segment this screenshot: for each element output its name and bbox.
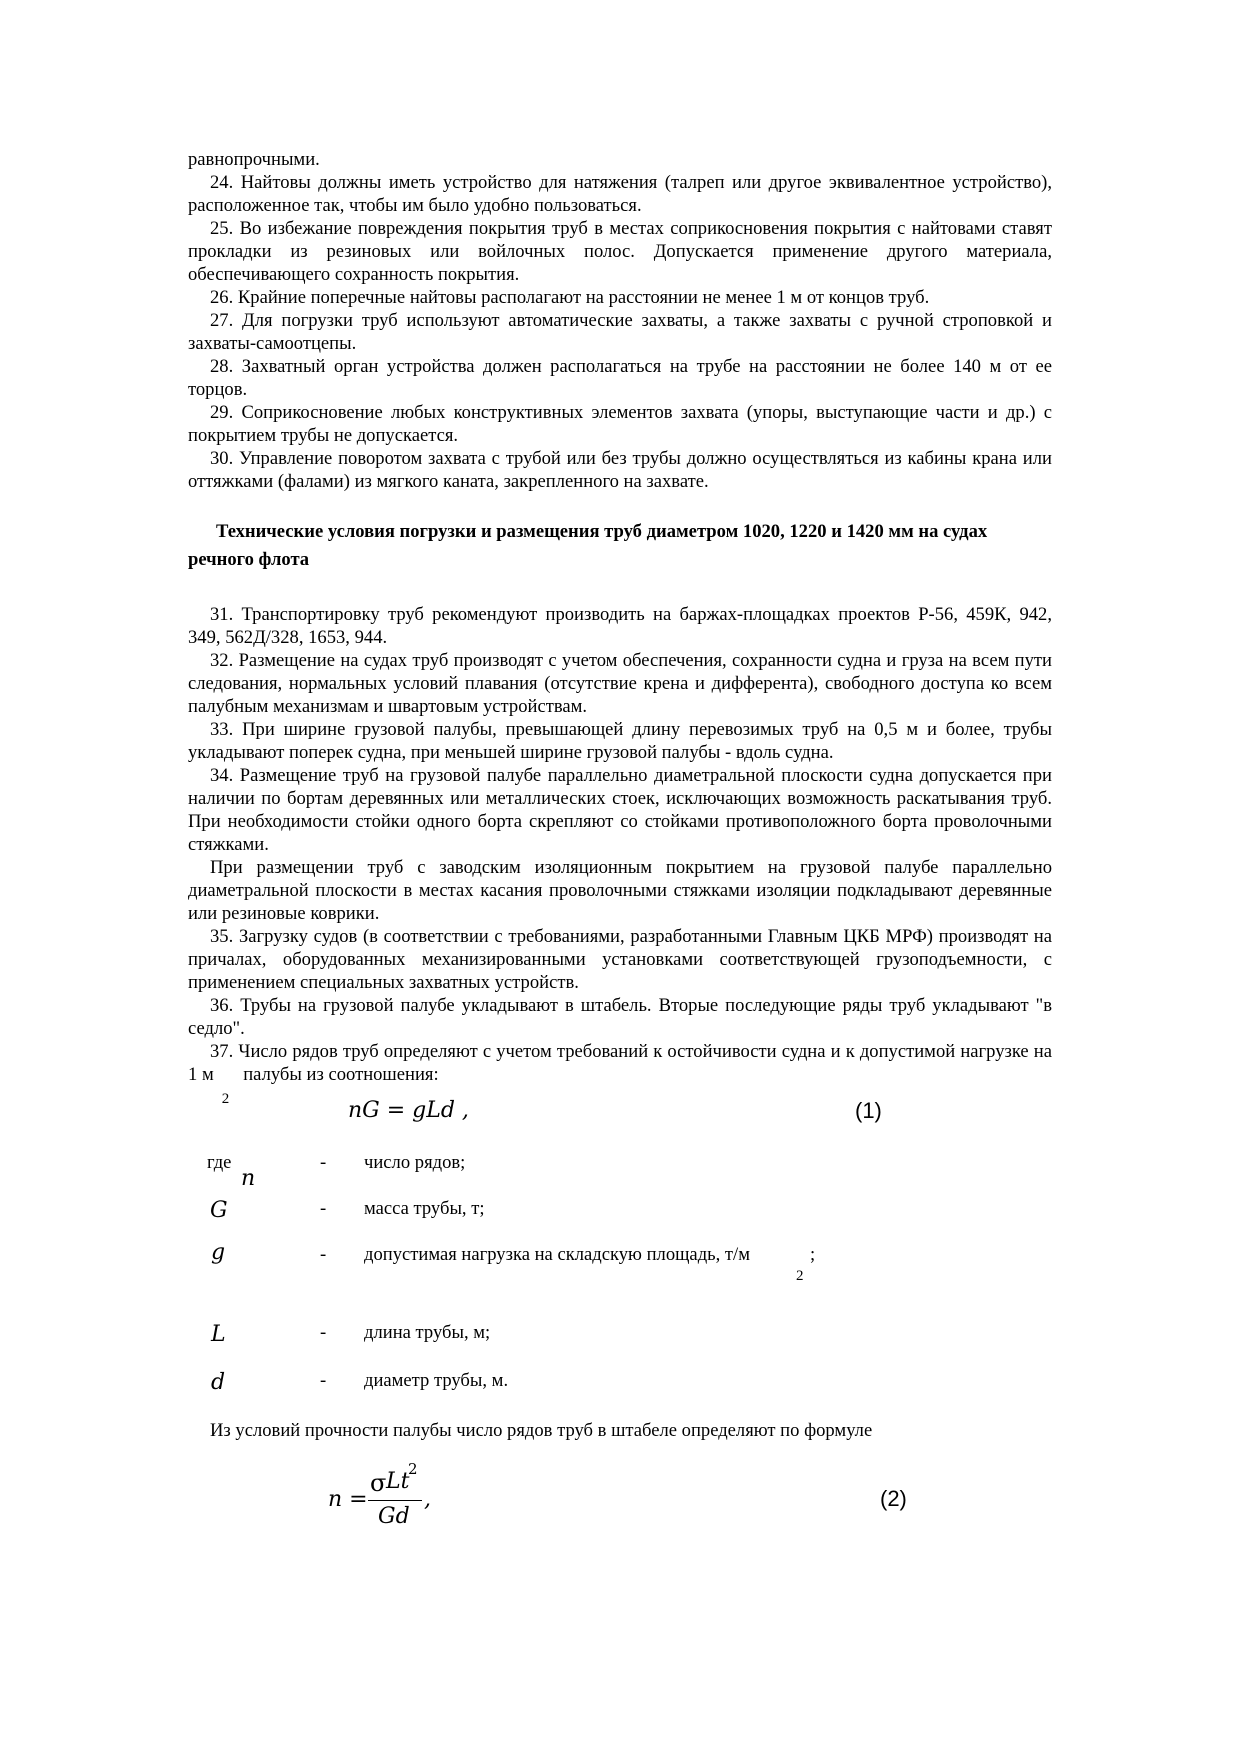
section-heading: Технические условия погрузки и размещения труб диаметром 1020, 1220 и 1420 мм на судах речного флота: [188, 521, 988, 570]
paragraph-24: 24. Найтовы должны иметь устройство для натяжения (талреп или другое эквивалентное устройство), расположенное так, чтобы им было удобно пользоваться.: [188, 172, 1052, 216]
definition-d: диаметр трубы, м.: [364, 1370, 509, 1391]
paragraph-34-continued: При размещении труб с заводским изоляционным покрытием на грузовой палубе параллельно диаметральной плоскости в местах касания проволочными стяжками изоляции подкладывают деревянные или резиновые коврики.: [188, 857, 1052, 924]
paragraph-37-text: 37. Число рядов труб определяют с учетом требований к остойчивости судна и к допустимой нагрузке на 1 м: [188, 1041, 1052, 1085]
paragraph-36: 36. Трубы на грузовой палубе укладывают в штабель. Вторые последующие ряды труб укладывают "в седло".: [188, 995, 1052, 1039]
definition-G: масса трубы, т;: [364, 1198, 485, 1219]
strength-sentence: Из условий прочности палубы число рядов труб в штабеле определяют по формуле: [210, 1420, 873, 1441]
paragraph-fragment: равнопрочными.: [188, 149, 320, 170]
symbol-L: L: [211, 1322, 226, 1347]
definition-g-superscript: 2: [796, 1268, 804, 1284]
paragraph-31: 31. Транспортировку труб рекомендуют производить на баржах-площадках проектов Р-56, 459К, 942, 349, 562Д/328, 1653, 944.: [188, 604, 1052, 648]
equation-2-numerator: Lt: [386, 1469, 410, 1494]
definition-g: допустимая нагрузка на складскую площадь, т/м: [364, 1244, 750, 1265]
dash-n: -: [320, 1152, 327, 1173]
symbol-G: G: [210, 1198, 228, 1223]
where-label: где: [207, 1152, 232, 1173]
equation-2-denominator: Gd: [378, 1504, 410, 1529]
definition-g-semicolon: ;: [810, 1244, 816, 1265]
equation-2-sigma: σ: [370, 1469, 387, 1497]
symbol-g: g: [211, 1240, 226, 1265]
equation-2-comma: ,: [424, 1487, 431, 1512]
equation-2-lhs: n =: [328, 1487, 368, 1512]
square-superscript: 2: [221, 1091, 230, 1107]
paragraph-26: 26. Крайние поперечные найтовы располагают на расстоянии не менее 1 м от концов труб.: [210, 287, 930, 308]
dash-g: -: [320, 1244, 327, 1265]
dash-d: -: [320, 1370, 327, 1391]
body-text: [188, 148, 1052, 1107]
paragraph-28: 28. Захватный орган устройства должен располагаться на трубе на расстоянии не более 140 м от ее торцов.: [188, 356, 1052, 400]
paragraph-35: 35. Загрузку судов (в соответствии с требованиями, разработанными Главным ЦКБ МРФ) производят на причалах, оборудованных механизированными установками соответствующей грузоподъемности, с применением специальных захватных устройств.: [188, 926, 1052, 993]
equation-2-exponent: 2: [408, 1460, 418, 1478]
paragraph-30: 30. Управление поворотом захвата с трубой или без трубы должно осуществляться из кабины крана или оттяжками (фалами) из мягкого каната, закрепленного на захвате.: [188, 448, 1052, 492]
paragraph-25: 25. Во избежание повреждения покрытия труб в местах соприкосновения покрытия с найтовами ставят прокладки из резиновых или войлочных полос. Допускается применение другого материала, обеспечивающего сохранность покрытия.: [188, 218, 1052, 285]
definition-L: длина трубы, м;: [364, 1322, 491, 1343]
paragraph-33: 33. При ширине грузовой палубы, превышающей длину перевозимых труб на 0,5 м и более, трубы укладывают поперек судна, при меньшей ширине грузовой палубы - вдоль судна.: [188, 719, 1052, 763]
equation-1-number: (1): [855, 1098, 882, 1123]
paragraph-32: 32. Размещение на судах труб производят с учетом обеспечения, сохранности судна и груза на всем пути следования, нормальных условий плавания (отсутствие крена и дифферента), свободного доступа ко всем палубным механизмам и швартовым устройствам.: [188, 650, 1052, 717]
symbol-d: d: [211, 1370, 226, 1395]
paragraph-29: 29. Соприкосновение любых конструктивных элементов захвата (упоры, выступающие части и др.) с покрытием трубы не допускается.: [188, 402, 1052, 446]
paragraph-27: 27. Для погрузки труб используют автоматические захваты, а также захваты с ручной строповкой и захваты-самоотцепы.: [188, 310, 1052, 354]
equation-2-number: (2): [880, 1486, 907, 1511]
equation-1: nG = gLd ,: [348, 1098, 469, 1123]
paragraph-34: 34. Размещение труб на грузовой палубе параллельно диаметральной плоскости судна допускается при наличии по бортам деревянных или металлических стоек, исключающих возможность раскатывания труб. При необходимости стойки одного борта скрепляют со стойками противоположного борта проволочными стяжками.: [188, 765, 1052, 855]
dash-L: -: [320, 1322, 327, 1343]
paragraph-37: [188, 1040, 1052, 1107]
dash-G: -: [320, 1198, 327, 1219]
symbol-n: n: [241, 1166, 256, 1191]
paragraph-37-tail: палубы из соотношения:: [243, 1064, 439, 1085]
definition-n: число рядов;: [364, 1152, 466, 1173]
equation-2-fraction-bar: [368, 1500, 422, 1501]
